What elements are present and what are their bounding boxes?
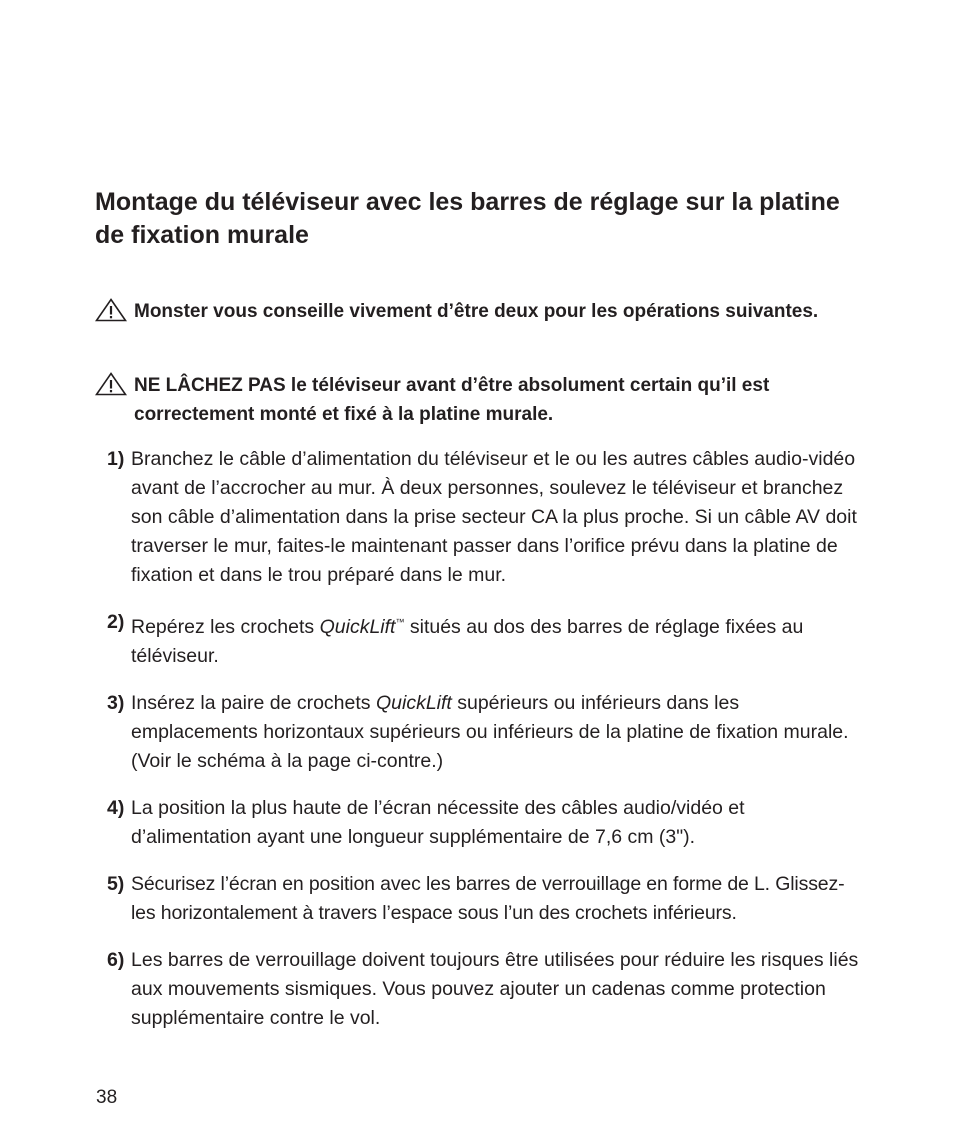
product-name: QuickLift bbox=[319, 616, 396, 638]
step-text bbox=[131, 608, 865, 671]
warning-note-do-not-release bbox=[95, 371, 855, 429]
step-2 bbox=[95, 608, 865, 671]
step-5 bbox=[95, 870, 865, 928]
step-text: Sécurisez l’écran en position avec les barres de verrouillage en forme de L. Glissez-les horizontalement à travers l’espace sous l’un des crochets inférieurs. bbox=[131, 873, 845, 924]
step-number: 4) bbox=[107, 797, 125, 819]
step-number: 3) bbox=[107, 692, 125, 714]
warning-triangle-icon bbox=[95, 298, 127, 322]
step-text: La position la plus haute de l’écran nécessite des câbles audio/vidéo et d’alimentation ayant une longueur supplémentaire de 7,6 cm (3"). bbox=[131, 797, 745, 848]
trademark-symbol: ™ bbox=[395, 617, 405, 627]
step-number: 2) bbox=[107, 611, 125, 633]
step-number: 6) bbox=[107, 949, 125, 971]
warning-triangle-icon bbox=[95, 372, 127, 396]
step-number: 5) bbox=[107, 873, 125, 895]
step-3 bbox=[95, 689, 865, 776]
step-text-part: Insérez la paire de crochets bbox=[131, 692, 376, 714]
step-text-part: Repérez les crochets bbox=[131, 616, 320, 638]
warning-note-two-people bbox=[95, 297, 855, 326]
step-text bbox=[131, 689, 865, 776]
product-name: QuickLift bbox=[375, 692, 452, 714]
warning-text: Monster vous conseille vivement d’être deux pour les opérations suivantes. bbox=[134, 301, 819, 322]
step-1 bbox=[95, 445, 865, 590]
step-text: Les barres de verrouillage doivent toujours être utilisées pour réduire les risques liés aux mouvements sismiques. Vous pouvez ajouter un cadenas comme protection supplémentaire contre le vol. bbox=[131, 949, 859, 1029]
warning-text: NE LÂCHEZ PAS le téléviseur avant d’être absolument certain qu’il est correctement monté et fixé à la platine murale. bbox=[134, 375, 770, 425]
step-number: 1) bbox=[107, 448, 125, 470]
page-number: 38 bbox=[96, 1087, 118, 1108]
step-text: Branchez le câble d’alimentation du téléviseur et le ou les autres câbles audio-vidéo avant de l’accrocher au mur. À deux personnes, soulevez le téléviseur et branchez son câble d’alimentation dans la prise secteur CA la plus proche. Si un câble AV doit traverser le mur, faites-le maintenant passer dans l’orifice prévu dans la platine de fixation et dans le trou préparé dans le mur. bbox=[131, 448, 857, 586]
step-text-part: supérieurs ou inférieurs dans les emplacements horizontaux supérieurs ou inférieurs de la platine de fixation murale. (Voir le schéma à la page ci-contre.) bbox=[131, 692, 849, 772]
step-6 bbox=[95, 946, 865, 1033]
instruction-steps bbox=[95, 445, 865, 1033]
page-title: Montage du téléviseur avec les barres de réglage sur la platine de fixation murale bbox=[95, 188, 840, 249]
step-text-part: situés au dos des barres de réglage fixées au téléviseur. bbox=[131, 616, 804, 667]
step-4 bbox=[95, 794, 865, 852]
